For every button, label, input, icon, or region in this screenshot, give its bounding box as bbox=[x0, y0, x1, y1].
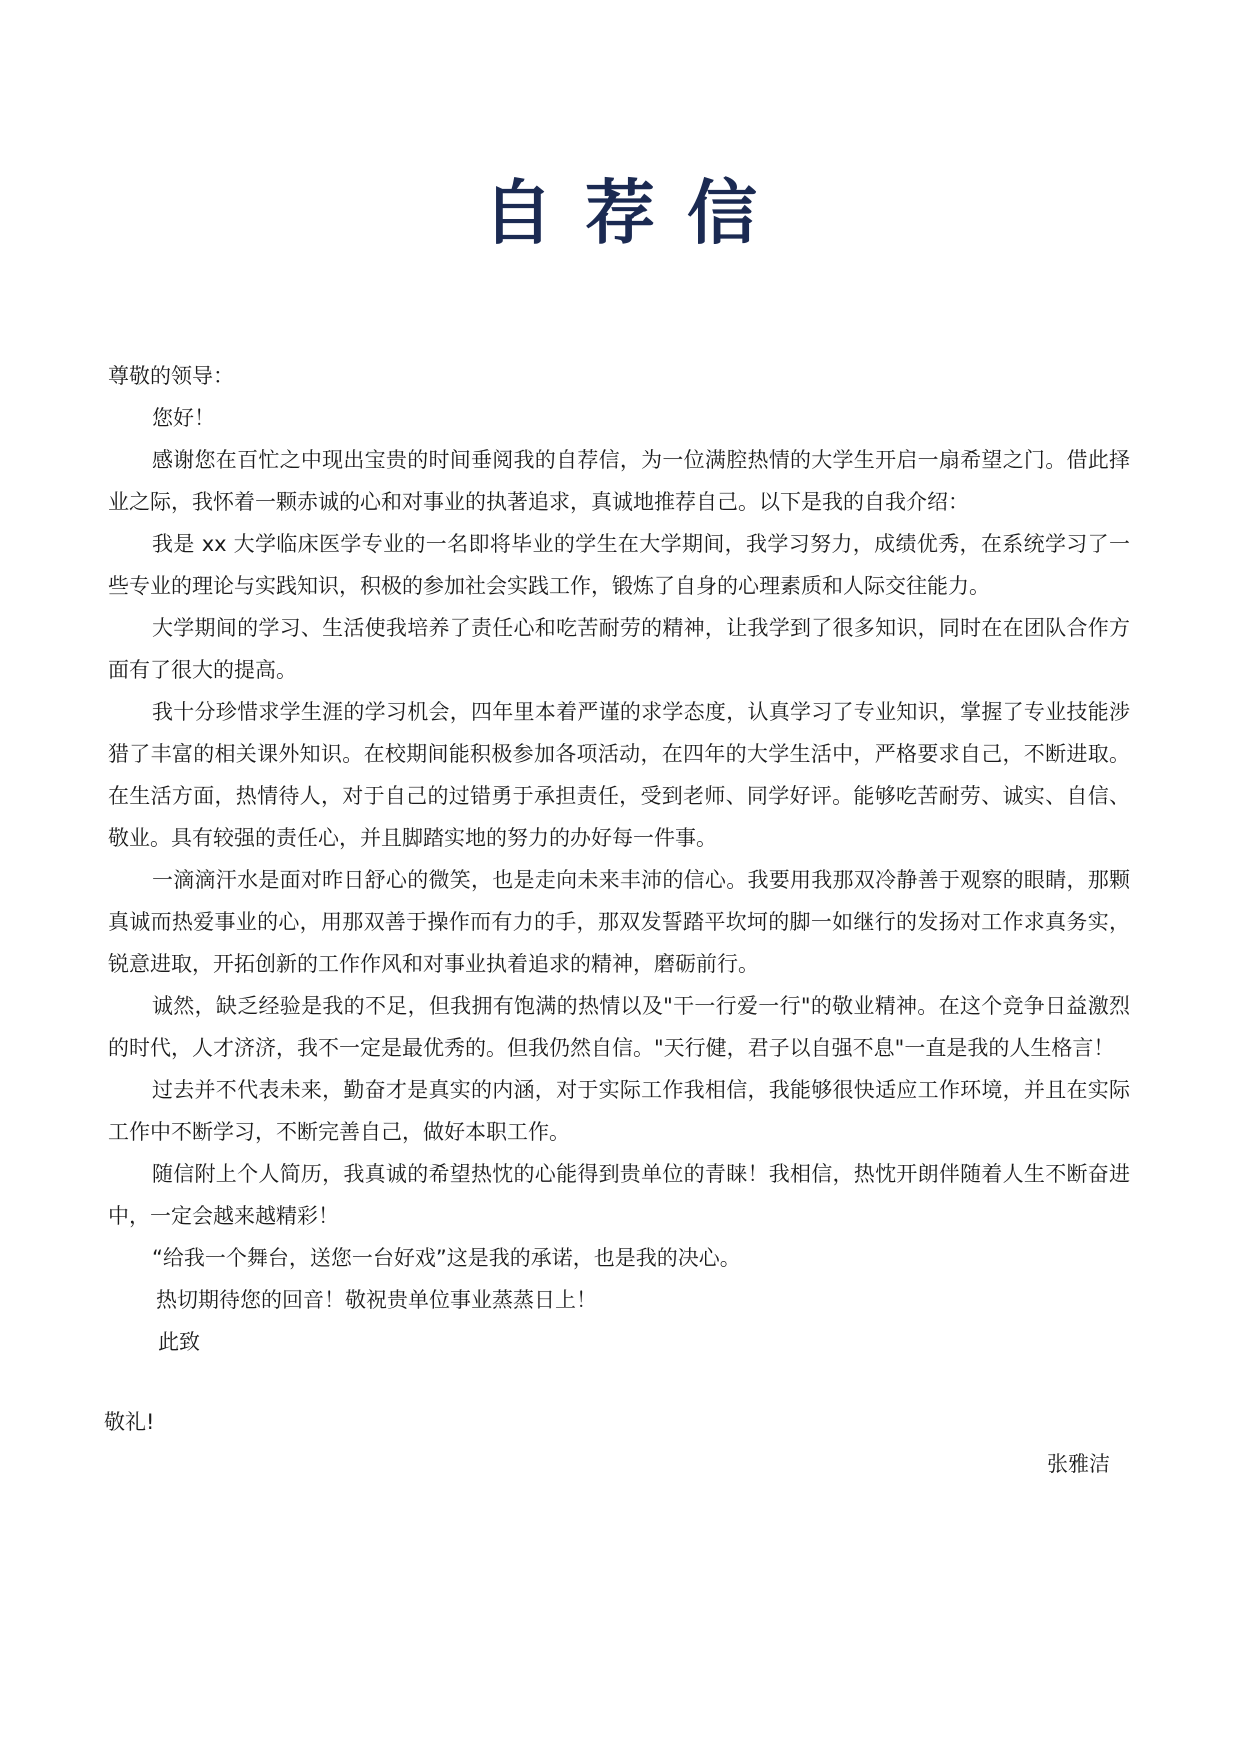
greeting: 您好！ bbox=[152, 406, 215, 430]
closing-salute: 敬礼! bbox=[104, 1410, 155, 1434]
promise-line: “给我一个舞台，送您一台好戏”这是我的承诺，也是我的决心。 bbox=[152, 1246, 741, 1270]
paragraph-6: 诚然，缺乏经验是我的不足，但我拥有饱满的热情以及"干一行爱一行"的敬业精神。在这个竞争日益激烈的时代，人才济济，我不一定是最优秀的。但我仍然自信。"天行健，君子以自强不息"一直是我的人生格言！ bbox=[108, 994, 1130, 1060]
paragraph-3: 大学期间的学习、生活使我培养了责任心和吃苦耐劳的精神，让我学到了很多知识，同时在在团队合作方面有了很大的提高。 bbox=[108, 616, 1130, 682]
page-title: 自荐信 bbox=[483, 172, 789, 254]
paragraph-2: 我是 xx 大学临床医学专业的一名即将毕业的学生在大学期间，我学习努力，成绩优秀，在系统学习了一些专业的理论与实践知识，积极的参加社会实践工作，锻炼了自身的心理素质和人际交往能力。 bbox=[108, 532, 1130, 598]
signature: 张雅洁 bbox=[1047, 1452, 1110, 1476]
wish-line: 热切期待您的回音！敬祝贵单位事业蒸蒸日上！ bbox=[156, 1288, 597, 1312]
salutation: 尊敬的领导： bbox=[108, 364, 234, 388]
paragraph-5: 一滴滴汗水是面对昨日舒心的微笑，也是走向未来丰沛的信心。我要用我那双冷静善于观察的眼睛，那颗真诚而热爱事业的心，用那双善于操作而有力的手，那双发誓踏平坎坷的脚一如继行的发扬对工作求真务实，锐意进取，开拓创新的工作作风和对事业执着追求的精神，磨砺前行。 bbox=[108, 868, 1130, 976]
closing-phrase: 此致 bbox=[158, 1330, 200, 1354]
paragraph-8: 随信附上个人简历，我真诚的希望热忱的心能得到贵单位的青睐！我相信，热忱开朗伴随着人生不断奋进中，一定会越来越精彩！ bbox=[108, 1162, 1130, 1228]
paragraph-4: 我十分珍惜求学生涯的学习机会，四年里本着严谨的求学态度，认真学习了专业知识，掌握了专业技能涉猎了丰富的相关课外知识。在校期间能积极参加各项活动，在四年的大学生活中，严格要求自己，不断进取。在生活方面，热情待人，对于自己的过错勇于承担责任，受到老师、同学好评。能够吃苦耐劳、诚实、自信、敬业。具有较强的责任心，并且脚踏实地的努力的办好每一件事。 bbox=[108, 700, 1130, 850]
paragraph-7: 过去并不代表未来，勤奋才是真实的内涵，对于实际工作我相信，我能够很快适应工作环境，并且在实际工作中不断学习，不断完善自己，做好本职工作。 bbox=[108, 1078, 1130, 1144]
letter-body bbox=[108, 355, 1130, 1363]
paragraph-1: 感谢您在百忙之中现出宝贵的时间垂阅我的自荐信，为一位满腔热情的大学生开启一扇希望之门。借此择业之际，我怀着一颗赤诚的心和对事业的执著追求，真诚地推荐自己。以下是我的自我介绍： bbox=[108, 448, 1130, 514]
